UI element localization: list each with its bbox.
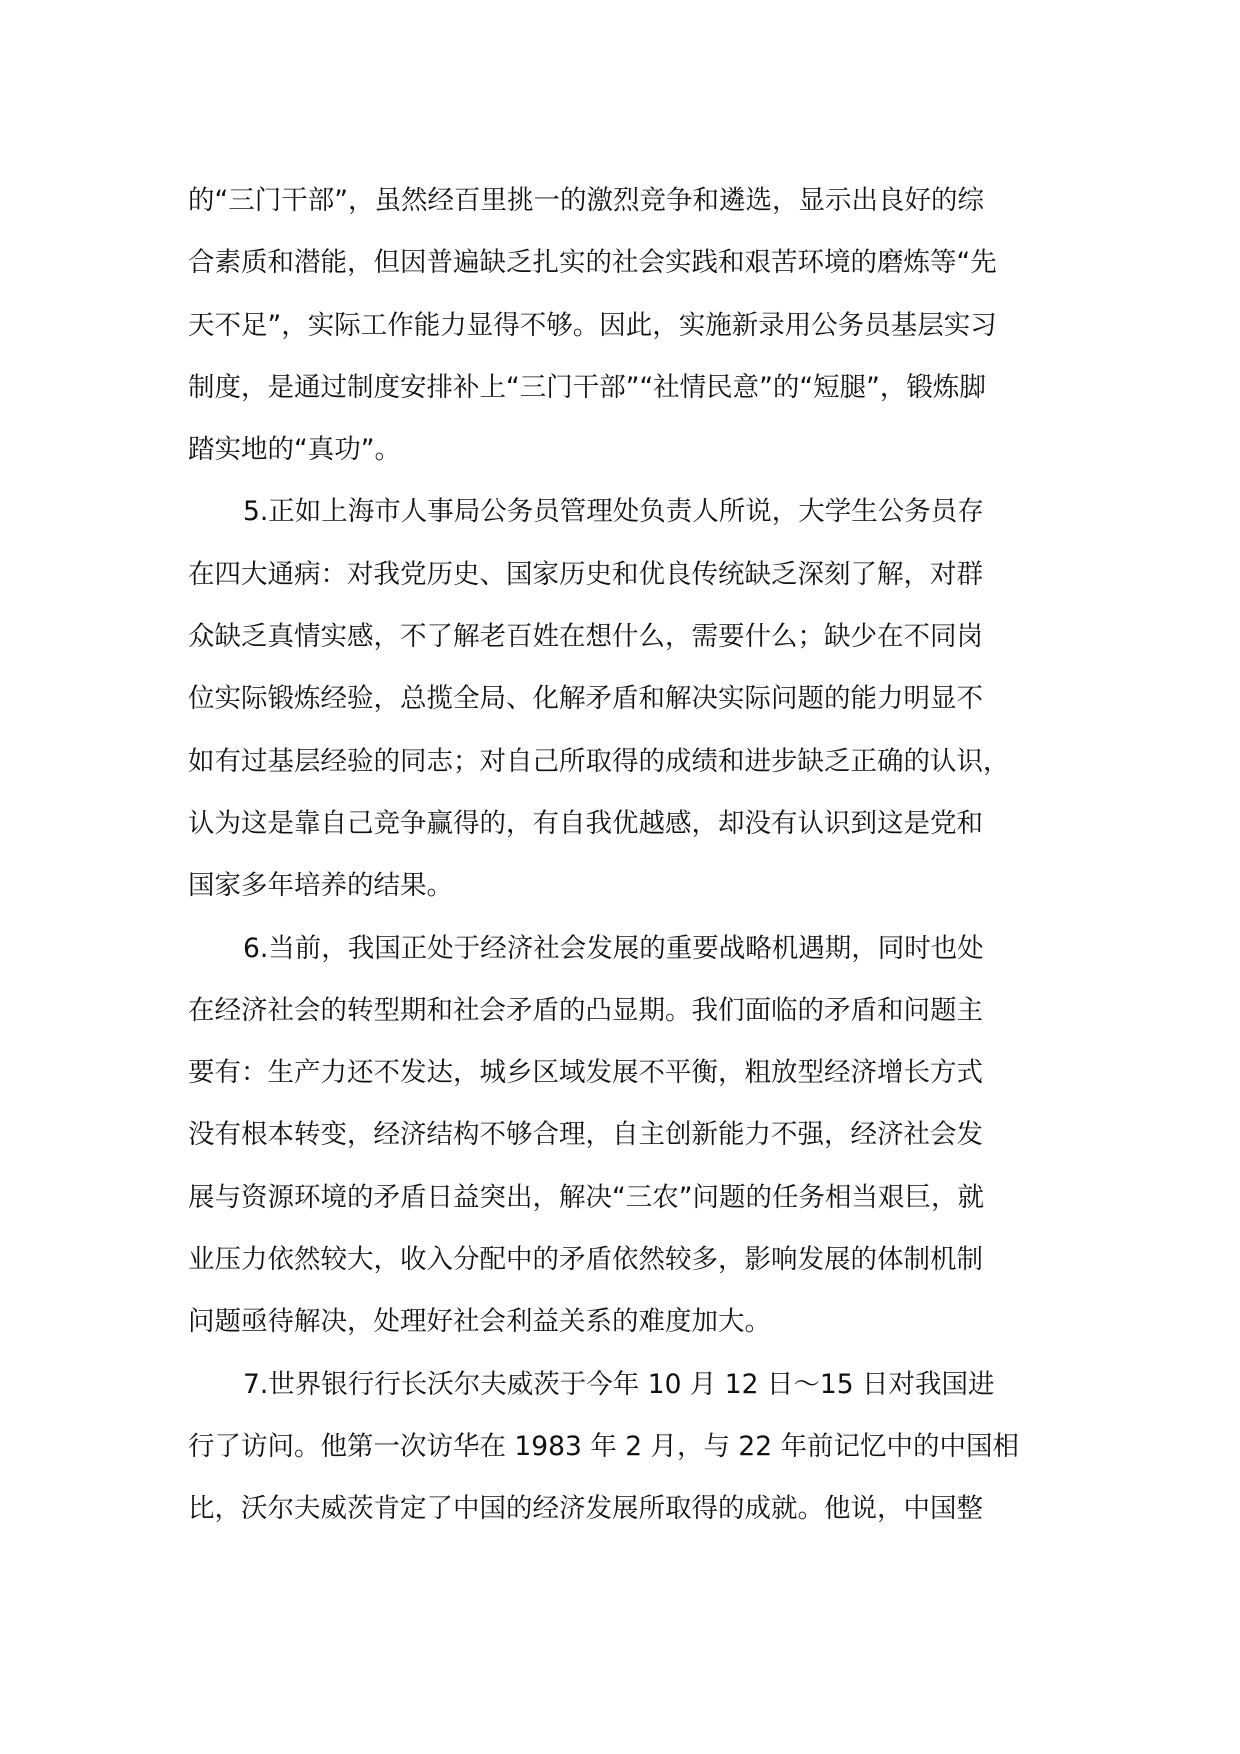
text-line: 认为这是靠自己竞争赢得的，有自我优越感，却没有认识到这是党和 xyxy=(188,807,983,839)
text-line: 在四大通病：对我党历史、国家历史和优良传统缺乏深刻了解，对群 xyxy=(188,558,983,590)
text-line: 在经济社会的转型期和社会矛盾的凸显期。我们面临的矛盾和问题主 xyxy=(188,994,983,1026)
text-line: 的“三门干部”，虽然经百里挑一的激烈竞争和遴选，显示出良好的综 xyxy=(188,185,984,216)
paragraph-7-start: 7.世界银行行长沃尔夫威茨于今年 10 月 12 日～15 日对我国进 xyxy=(243,1368,995,1400)
text-line: 合素质和潜能，但因普遍缺乏扎实的社会实践和艰苦环境的磨炼等“先 xyxy=(188,247,997,279)
text-line: 踏实地的“真功”。 xyxy=(188,434,401,466)
text-line: 行了访问。他第一次访华在 1983 年 2 月，与 22 年前记忆中的中国相 xyxy=(188,1430,1020,1462)
text-line: 天不足”，实际工作能力显得不够。因此，实施新录用公务员基层实习 xyxy=(188,309,997,341)
text-line: 比，沃尔夫威茨肯定了中国的经济发展所取得的成就。他说，中国整 xyxy=(188,1493,983,1525)
text-line: 位实际锻炼经验，总揽全局、化解矛盾和解决实际问题的能力明显不 xyxy=(188,683,983,715)
text-line: 如有过基层经验的同志；对自己所取得的成绩和进步缺乏正确的认识， xyxy=(188,745,1010,777)
text-line: 众缺乏真情实感，不了解老百姓在想什么，需要什么；缺少在不同岗 xyxy=(188,621,983,653)
text-line: 制度，是通过制度安排补上“三门干部”“社情民意”的“短腿”，锻炼脚 xyxy=(188,371,986,403)
text-line: 业压力依然较大，收入分配中的矛盾依然较多，影响发展的体制机制 xyxy=(188,1244,983,1276)
text-line: 要有：生产力还不发达，城乡区域发展不平衡，粗放型经济增长方式 xyxy=(188,1057,983,1089)
text-line: 问题亟待解决，处理好社会利益关系的难度加大。 xyxy=(188,1306,771,1338)
text-line: 没有根本转变，经济结构不够合理，自主创新能力不强，经济社会发 xyxy=(188,1119,983,1151)
text-line: 国家多年培养的结果。 xyxy=(188,870,453,902)
paragraph-5-start: 5.正如上海市人事局公务员管理处负责人所说，大学生公务员存 xyxy=(243,496,984,528)
text-line: 展与资源环境的矛盾日益突出，解决“三农”问题的任务相当艰巨，就 xyxy=(188,1181,984,1213)
paragraph-6-start: 6.当前，我国正处于经济社会发展的重要战略机遇期，同时也处 xyxy=(243,932,984,964)
body-text xyxy=(188,170,1068,1541)
